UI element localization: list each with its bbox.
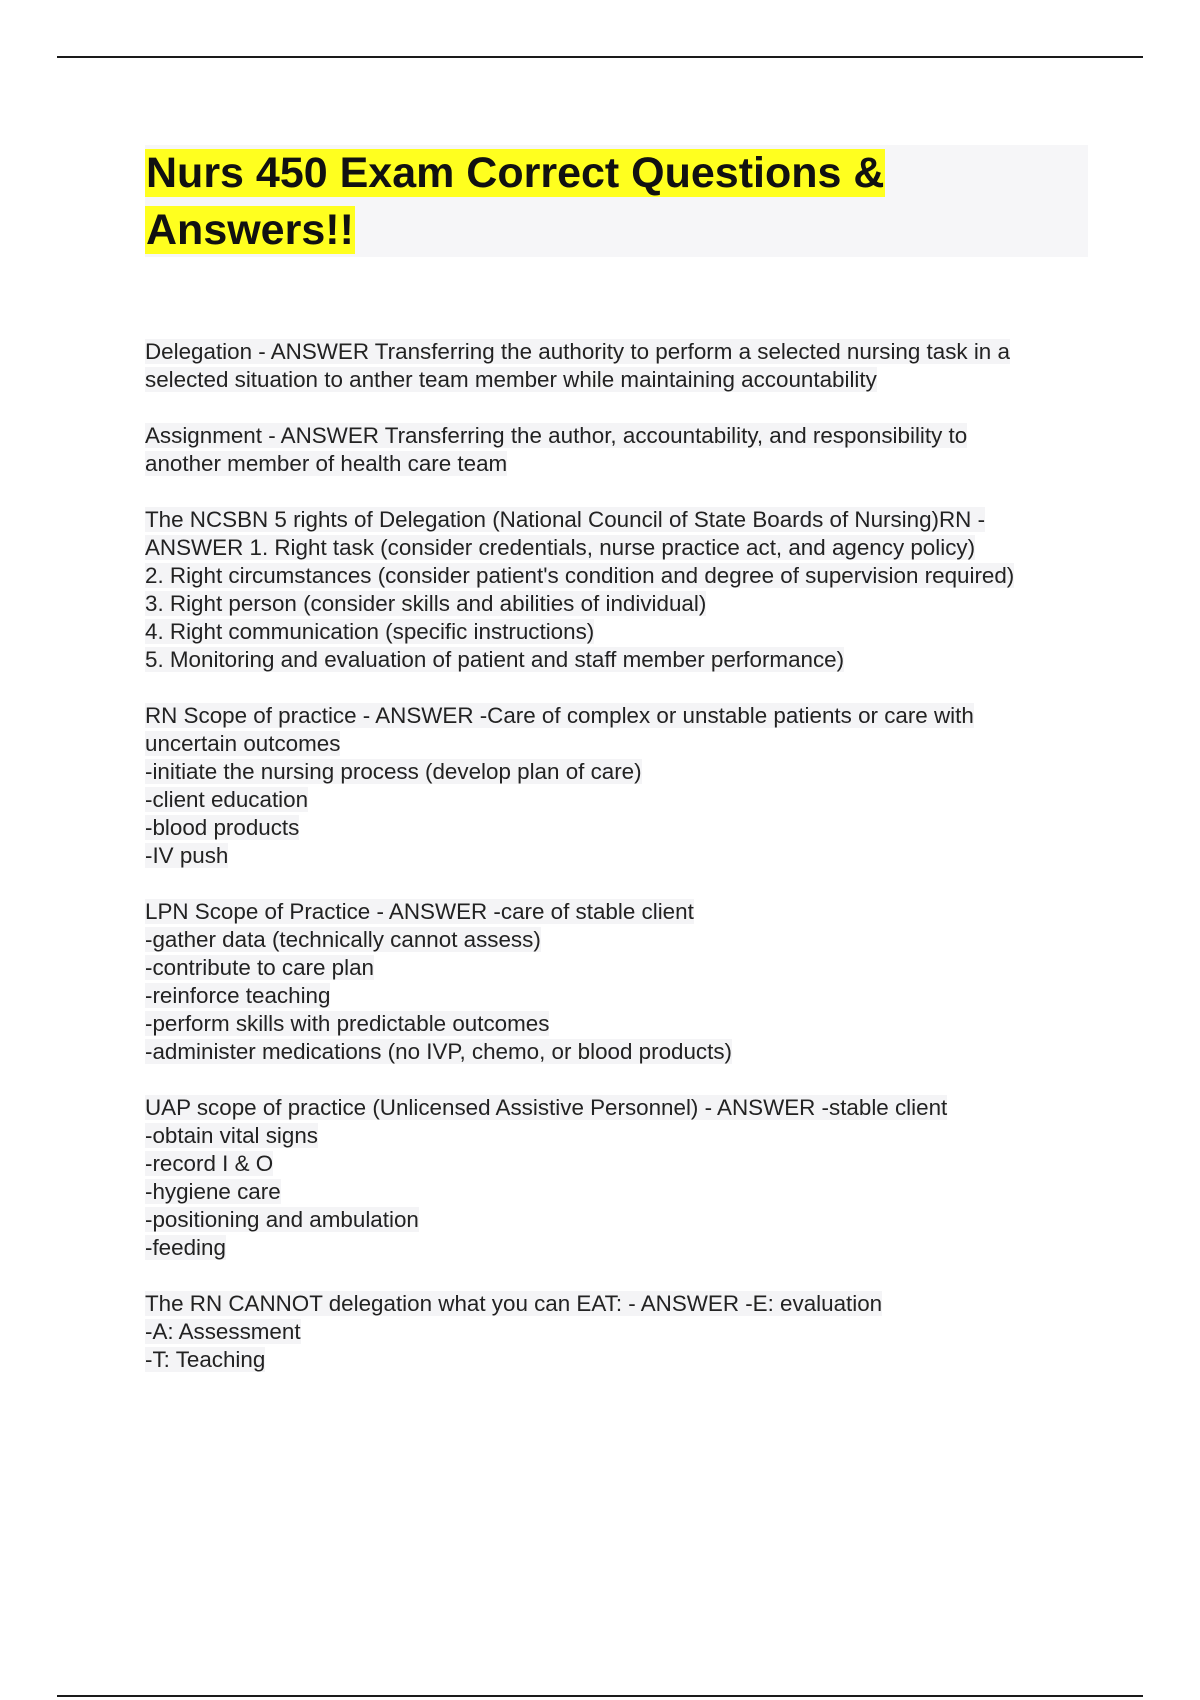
qa-line-text: -contribute to care plan <box>145 955 375 980</box>
qa-line <box>145 366 1105 394</box>
document-title <box>145 145 1088 259</box>
footer-rule <box>57 1695 1143 1697</box>
qa-line-text: -gather data (technically cannot assess) <box>145 927 541 952</box>
qa-line <box>145 1038 1105 1066</box>
qa-line <box>145 506 1105 534</box>
qa-line-text: 4. Right communication (specific instructions) <box>145 619 595 644</box>
qa-line <box>145 534 1105 562</box>
qa-line <box>145 1318 1105 1346</box>
qa-line-text: 3. Right person (consider skills and abilities of individual) <box>145 591 707 616</box>
title-block <box>145 145 1088 257</box>
qa-line <box>145 954 1105 982</box>
qa-entry <box>145 338 1105 394</box>
qa-line <box>145 1094 1105 1122</box>
qa-line-text: -record I & O <box>145 1151 274 1176</box>
qa-line <box>145 1290 1105 1318</box>
qa-line <box>145 898 1105 926</box>
qa-list <box>145 338 1105 1402</box>
qa-line <box>145 1122 1105 1150</box>
title-line: Nurs 450 Exam Correct Questions & <box>146 149 885 197</box>
qa-line-text: UAP scope of practice (Unlicensed Assistive Personnel) - ANSWER -stable client <box>145 1095 948 1120</box>
qa-entry <box>145 422 1105 478</box>
qa-line <box>145 758 1105 786</box>
qa-line <box>145 1234 1105 1262</box>
qa-line <box>145 730 1105 758</box>
qa-line-text: The RN CANNOT delegation what you can EAT: - ANSWER -E: evaluation <box>145 1291 883 1316</box>
qa-line <box>145 1178 1105 1206</box>
qa-line <box>145 338 1105 366</box>
qa-line-text: 5. Monitoring and evaluation of patient and staff member performance) <box>145 647 845 672</box>
qa-entry <box>145 1094 1105 1262</box>
qa-line <box>145 562 1105 590</box>
qa-line-text: LPN Scope of Practice - ANSWER -care of stable client <box>145 899 694 924</box>
qa-line-text: -IV push <box>145 843 229 868</box>
qa-line <box>145 814 1105 842</box>
qa-line <box>145 1010 1105 1038</box>
qa-line-text: Assignment - ANSWER Transferring the author, accountability, and responsibility to <box>145 423 968 448</box>
qa-line-text: -obtain vital signs <box>145 1123 318 1148</box>
qa-line-text: Delegation - ANSWER Transferring the authority to perform a selected nursing task in a <box>145 339 1010 364</box>
title-line: Answers!! <box>146 206 354 254</box>
qa-line-text: -perform skills with predictable outcomes <box>145 1011 550 1036</box>
qa-line-text: -reinforce teaching <box>145 983 331 1008</box>
qa-line-text: -administer medications (no IVP, chemo, or blood products) <box>145 1039 732 1064</box>
qa-line-text: uncertain outcomes <box>145 731 341 756</box>
qa-line <box>145 1346 1105 1374</box>
qa-line-text: -client education <box>145 787 309 812</box>
qa-line <box>145 646 1105 674</box>
qa-entry <box>145 506 1105 674</box>
header-rule <box>57 56 1143 58</box>
qa-line <box>145 422 1105 450</box>
qa-line-text: -initiate the nursing process (develop plan of care) <box>145 759 642 784</box>
qa-line-text: -hygiene care <box>145 1179 281 1204</box>
qa-line-text: RN Scope of practice - ANSWER -Care of complex or unstable patients or care with <box>145 703 974 728</box>
qa-line-text: -feeding <box>145 1235 226 1260</box>
qa-line-text: ANSWER 1. Right task (consider credentials, nurse practice act, and agency policy) <box>145 535 976 560</box>
qa-line <box>145 926 1105 954</box>
qa-entry <box>145 1290 1105 1374</box>
qa-line-text: -blood products <box>145 815 300 840</box>
qa-line-text: The NCSBN 5 rights of Delegation (National Council of State Boards of Nursing)RN - <box>145 507 986 532</box>
qa-entry <box>145 702 1105 870</box>
qa-line-text: -A: Assessment <box>145 1319 301 1344</box>
qa-line <box>145 982 1105 1010</box>
qa-line <box>145 842 1105 870</box>
qa-line-text: selected situation to anther team member while maintaining accountability <box>145 367 877 392</box>
qa-line <box>145 1150 1105 1178</box>
qa-line-text: 2. Right circumstances (consider patient's condition and degree of supervision required) <box>145 563 1015 588</box>
qa-line <box>145 450 1105 478</box>
qa-line-text: -T: Teaching <box>145 1347 266 1372</box>
qa-line <box>145 702 1105 730</box>
qa-entry <box>145 898 1105 1066</box>
qa-line <box>145 618 1105 646</box>
qa-line <box>145 1206 1105 1234</box>
qa-line-text: another member of health care team <box>145 451 508 476</box>
qa-line <box>145 590 1105 618</box>
qa-line-text: -positioning and ambulation <box>145 1207 419 1232</box>
qa-line <box>145 786 1105 814</box>
